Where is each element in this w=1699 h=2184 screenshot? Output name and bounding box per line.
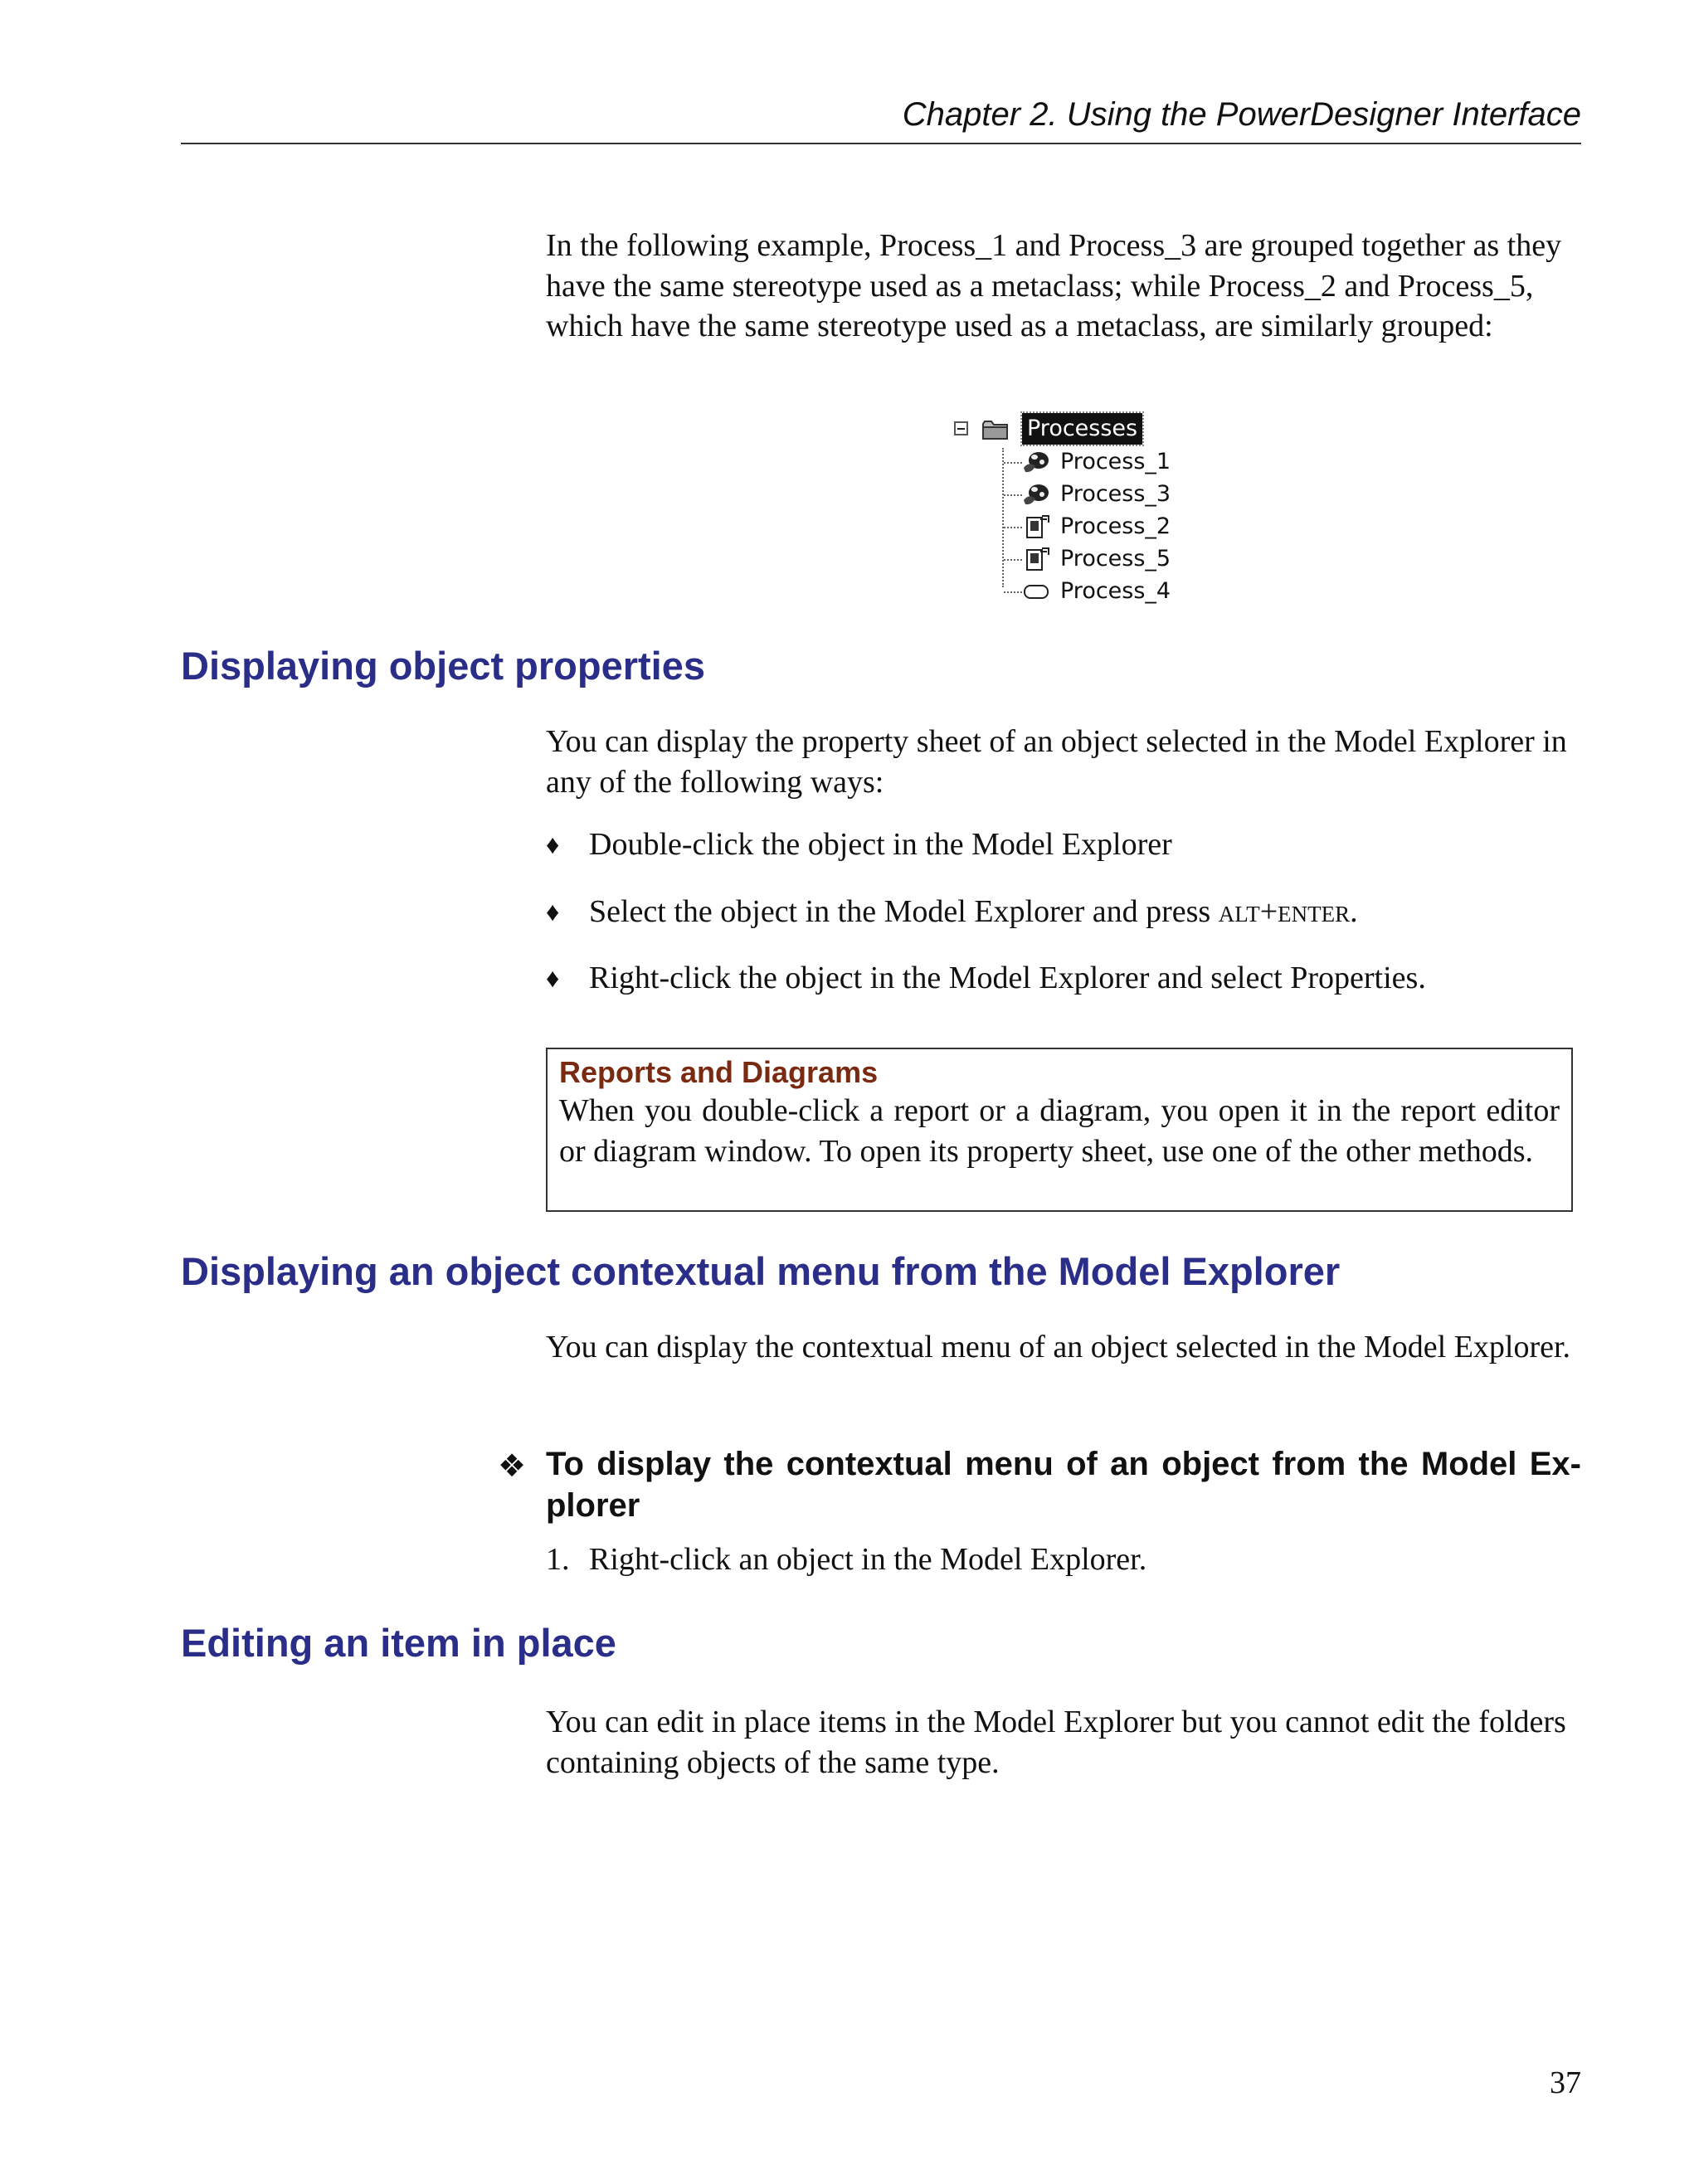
tree-item[interactable] <box>952 511 1185 542</box>
intro-paragraph: In the following example, Process_1 and Process_3 are grouped together as they have the same stereotype used as a metaclass; while Process_2 and Process_5, which have the same stereotype used as a metaclass, are similarly grouped: <box>546 228 1562 343</box>
keyboard-shortcut: alt+enter <box>1218 893 1351 929</box>
stereotype-a-icon <box>1022 450 1050 474</box>
procedure-step <box>546 1540 1583 1580</box>
diamond-bullet-icon: ♦ <box>546 896 560 927</box>
model-explorer-tree <box>952 411 1185 607</box>
tree-item-label: Process_5 <box>1060 546 1171 572</box>
step-number: 1. <box>546 1542 570 1577</box>
tree-item[interactable] <box>952 446 1185 478</box>
bullet-text: Double-click the object in the Model Explorer <box>589 827 1172 862</box>
tree-item-label: Process_4 <box>1060 578 1171 604</box>
bullet-text: Select the object in the Model Explorer and press <box>589 893 1219 929</box>
tree-root-processes[interactable]: Processes <box>1022 413 1142 445</box>
tree-item[interactable] <box>952 543 1185 575</box>
diamond-bullet-icon: ♦ <box>546 829 560 859</box>
folder-icon <box>982 420 1009 440</box>
procedure-title: To display the contextual menu of an object from the Model Ex-plorer <box>546 1446 1581 1524</box>
properties-paragraph: You can display the property sheet of an object selected in the Model Explorer in any of the following ways: <box>546 724 1567 800</box>
running-header: Chapter 2. Using the PowerDesigner Interface <box>902 96 1581 133</box>
diamond-bullet-icon: ♦ <box>546 963 560 993</box>
list-item <box>546 958 1583 999</box>
stereotype-b-icon <box>1022 514 1050 539</box>
editing-paragraph: You can edit in place items in the Model Explorer but you cannot edit the folders containing objects of the same type. <box>546 1705 1566 1780</box>
tree-item[interactable] <box>952 576 1185 607</box>
step-text: Right-click an object in the Model Explorer. <box>589 1542 1147 1577</box>
tree-item-label: Process_1 <box>1060 449 1171 474</box>
process-icon <box>1022 579 1050 604</box>
section-heading-editing: Editing an item in place <box>181 1621 616 1665</box>
note-body: When you double-click a report or a diagram, you open it in the report editor or diagram window. To open its property sheet, use one of the other methods. <box>559 1093 1560 1169</box>
contextual-paragraph: You can display the contextual menu of an object selected in the Model Explorer. <box>546 1330 1571 1364</box>
header-rule <box>181 143 1581 144</box>
page-number: 37 <box>1550 2065 1581 2100</box>
list-item <box>546 892 1583 932</box>
stereotype-b-icon <box>1022 547 1050 572</box>
tree-item[interactable] <box>952 479 1185 510</box>
properties-bullet-list <box>546 824 1583 999</box>
list-item <box>546 824 1583 865</box>
note-box <box>546 1048 1573 1212</box>
collapse-icon[interactable] <box>954 421 968 435</box>
stereotype-a-icon <box>1022 482 1050 507</box>
note-title: Reports and Diagrams <box>559 1055 879 1089</box>
bullet-text: Right-click the object in the Model Explorer and select Properties. <box>589 961 1426 995</box>
tree-item-label: Process_2 <box>1060 513 1171 539</box>
section-heading-properties: Displaying object properties <box>181 644 706 688</box>
procedure-marker-icon: ❖ <box>498 1447 527 1484</box>
section-heading-contextual-menu: Displaying an object contextual menu from the Model Explorer <box>181 1249 1341 1293</box>
bullet-text-end: . <box>1350 893 1358 929</box>
tree-item-label: Process_3 <box>1060 481 1171 507</box>
